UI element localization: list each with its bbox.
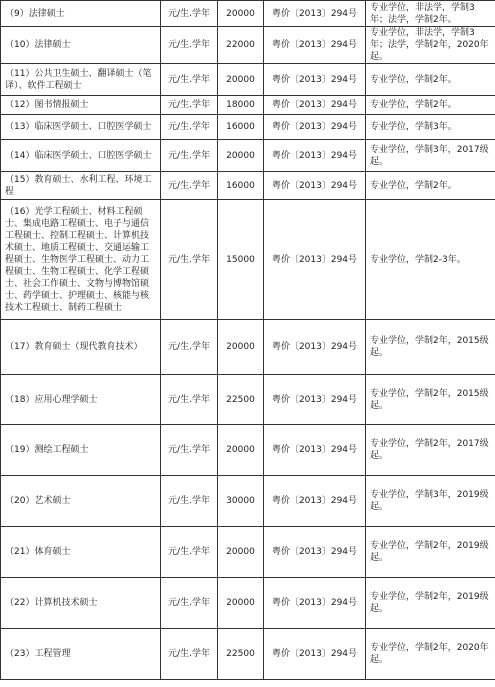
amount-cell: 18000 xyxy=(218,96,264,115)
unit-cell: 元/生.学年 xyxy=(161,96,218,115)
note-cell: 专业学位，学制3年。 xyxy=(366,115,495,140)
unit-cell: 元/生.学年 xyxy=(161,1,218,27)
amount-cell: 20000 xyxy=(218,1,264,27)
table-row xyxy=(1,425,495,476)
basis-cell: 粤价〔2013〕294号 xyxy=(264,629,366,680)
note-cell: 专业学位，学制3年，2019级起。 xyxy=(366,476,495,527)
note-cell: 专业学位，学制2年，2020年起。 xyxy=(366,629,495,680)
name-cell: （20）艺术硕士 xyxy=(1,476,161,527)
table-row xyxy=(1,140,495,172)
name-cell: （11）公共卫生硕士、翻译硕士（笔译）、软件工程硕士 xyxy=(1,64,161,96)
unit-cell: 元/生.学年 xyxy=(161,476,218,527)
amount-cell: 16000 xyxy=(218,172,264,200)
amount-cell: 20000 xyxy=(218,140,264,172)
unit-cell: 元/生.学年 xyxy=(161,115,218,140)
basis-cell: 粤价〔2013〕294号 xyxy=(264,200,366,320)
name-cell: （23）工程管理 xyxy=(1,629,161,680)
fee-table-body xyxy=(1,1,495,680)
table-row xyxy=(1,1,495,27)
note-cell: 专业学位，学制2年，2015级起。 xyxy=(366,375,495,425)
unit-cell: 元/生.学年 xyxy=(161,320,218,375)
name-cell: （13）临床医学硕士、口腔医学硕士 xyxy=(1,115,161,140)
amount-cell: 15000 xyxy=(218,200,264,320)
table-row xyxy=(1,64,495,96)
amount-cell: 20000 xyxy=(218,320,264,375)
basis-cell: 粤价〔2013〕294号 xyxy=(264,578,366,629)
name-cell: （12）图书情报硕士 xyxy=(1,96,161,115)
unit-cell: 元/生.学年 xyxy=(161,629,218,680)
amount-cell: 20000 xyxy=(218,425,264,476)
note-cell: 专业学位，学制2-3年。 xyxy=(366,200,495,320)
name-cell: （22）计算机技术硕士 xyxy=(1,578,161,629)
note-cell: 专业学位，学制2年。 xyxy=(366,64,495,96)
note-cell: 专业学位，学制2年。 xyxy=(366,96,495,115)
basis-cell: 粤价〔2013〕294号 xyxy=(264,64,366,96)
table-row xyxy=(1,172,495,200)
unit-cell: 元/生.学年 xyxy=(161,527,218,578)
amount-cell: 20000 xyxy=(218,527,264,578)
name-cell: （10）法律硕士 xyxy=(1,27,161,64)
unit-cell: 元/生.学年 xyxy=(161,375,218,425)
table-row xyxy=(1,200,495,320)
unit-cell: 元/生.学年 xyxy=(161,200,218,320)
unit-cell: 元/生.学年 xyxy=(161,425,218,476)
amount-cell: 20000 xyxy=(218,64,264,96)
basis-cell: 粤价〔2013〕294号 xyxy=(264,1,366,27)
basis-cell: 粤价〔2013〕294号 xyxy=(264,375,366,425)
unit-cell: 元/生.学年 xyxy=(161,172,218,200)
note-cell: 专业学位，学制2年。 xyxy=(366,172,495,200)
table-row xyxy=(1,375,495,425)
table-row xyxy=(1,476,495,527)
name-cell: （21）体育硕士 xyxy=(1,527,161,578)
basis-cell: 粤价〔2013〕294号 xyxy=(264,27,366,64)
table-row xyxy=(1,27,495,64)
note-cell: 专业学位，学制2年，2015级起。 xyxy=(366,320,495,375)
name-cell: （17）教育硕士（现代教育技术） xyxy=(1,320,161,375)
table-row xyxy=(1,115,495,140)
unit-cell: 元/生.学年 xyxy=(161,578,218,629)
amount-cell: 22000 xyxy=(218,27,264,64)
basis-cell: 粤价〔2013〕294号 xyxy=(264,425,366,476)
name-cell: （14）临床医学硕士、口腔医学硕士 xyxy=(1,140,161,172)
amount-cell: 20000 xyxy=(218,578,264,629)
note-cell: 专业学位，学制2年，2019级起。 xyxy=(366,578,495,629)
unit-cell: 元/生.学年 xyxy=(161,140,218,172)
note-cell: 专业学位，学制2年，2019级起。 xyxy=(366,527,495,578)
note-cell: 专业学位，学制2年，2017级起。 xyxy=(366,425,495,476)
basis-cell: 粤价〔2013〕294号 xyxy=(264,172,366,200)
amount-cell: 22500 xyxy=(218,375,264,425)
basis-cell: 粤价〔2013〕294号 xyxy=(264,527,366,578)
amount-cell: 16000 xyxy=(218,115,264,140)
note-cell: 专业学位，学制3年，2017级起。 xyxy=(366,140,495,172)
note-cell: 专业学位，非法学，学制3年；法学，学制2年，2020年起。 xyxy=(366,27,495,64)
table-row xyxy=(1,629,495,680)
name-cell: （15）教育硕士、水利工程、环境工程 xyxy=(1,172,161,200)
unit-cell: 元/生.学年 xyxy=(161,64,218,96)
table-row xyxy=(1,320,495,375)
unit-cell: 元/生.学年 xyxy=(161,27,218,64)
basis-cell: 粤价〔2013〕294号 xyxy=(264,476,366,527)
table-row xyxy=(1,527,495,578)
note-cell: 专业学位，非法学，学制3年；法学，学制2年。 xyxy=(366,1,495,27)
name-cell: （16）光学工程硕士、材料工程硕士、集成电路工程硕士、电子与通信工程硕士、控制工程硕士、计算机技术硕士、地质工程硕士、交通运输工程硕士、生物医学工程硕士、动力工程硕士、生物工程硕士、化学工程硕士、社会工作硕士、文物与博物馆硕士、药学硕士、护理硕士、核能与核技术工程硕士、制药工程硕士 xyxy=(1,200,161,320)
name-cell: （19）测绘工程硕士 xyxy=(1,425,161,476)
basis-cell: 粤价〔2013〕294号 xyxy=(264,96,366,115)
basis-cell: 粤价〔2013〕294号 xyxy=(264,140,366,172)
name-cell: （18）应用心理学硕士 xyxy=(1,375,161,425)
basis-cell: 粤价〔2013〕294号 xyxy=(264,115,366,140)
name-cell: （9）法律硕士 xyxy=(1,1,161,27)
amount-cell: 30000 xyxy=(218,476,264,527)
table-row xyxy=(1,578,495,629)
table-row xyxy=(1,96,495,115)
amount-cell: 22500 xyxy=(218,629,264,680)
basis-cell: 粤价〔2013〕294号 xyxy=(264,320,366,375)
